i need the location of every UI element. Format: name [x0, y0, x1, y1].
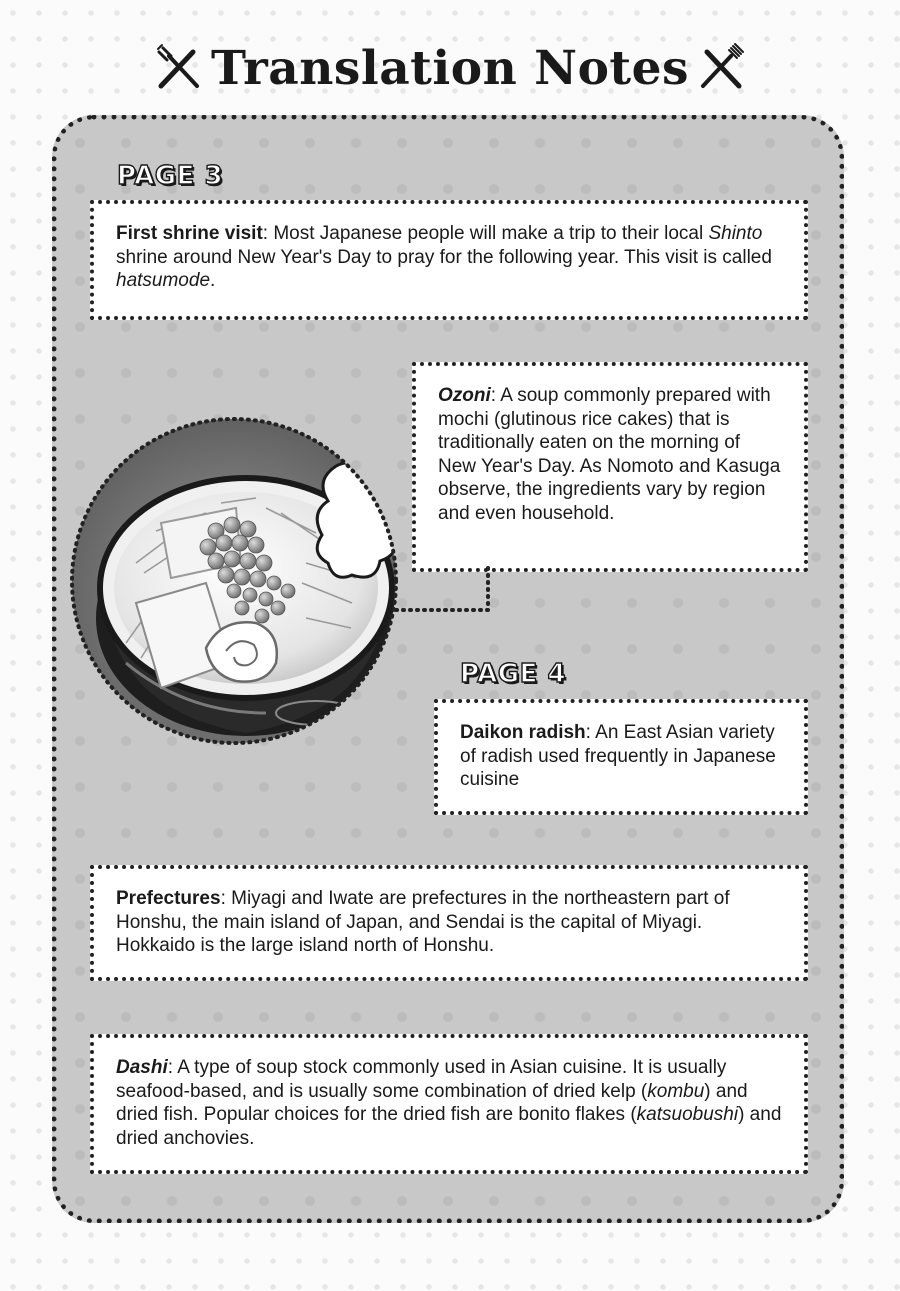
note-ozoni	[412, 362, 808, 572]
title-text: Translation Notes	[210, 40, 690, 96]
note-first-shrine-visit	[90, 200, 808, 320]
note-italic: hatsumode	[116, 270, 211, 291]
note-text: : A soup commonly prepared with mochi (glutinous rice cakes) that is traditionally eaten on the morning of New Year's Day. As Nomoto and Kasuga observe, the ingredients vary by region and even household.	[438, 385, 781, 524]
note-text: : Miyagi and Iwate are prefectures in the northeastern part of Honshu, the main island of Japan, and Sendai is the capital of Miyagi. Hokkaido is the large island north of Honshu.	[116, 888, 730, 956]
note-text: ) and dried anchovies.	[116, 1104, 782, 1149]
note-text: shrine around New Year's Day to pray for the following year. This visit is called	[116, 246, 772, 268]
page-4-heading: PAGE 4	[460, 659, 567, 689]
note-term: Daikon radish	[460, 722, 586, 743]
note-dashi	[90, 1034, 808, 1174]
note-text: : Most Japanese people will make a trip to their local	[262, 223, 709, 244]
ozoni-bowl-illustration	[66, 413, 402, 749]
crossed-fork-knife-icon	[695, 42, 747, 94]
note-text: ) and dried fish. Popular choices for the dried fish are bonito flakes (	[116, 1080, 748, 1125]
note-term: Ozoni	[438, 385, 491, 406]
note-term: First shrine visit	[116, 223, 263, 244]
page-title	[0, 30, 900, 106]
page-3-heading: PAGE 3	[117, 161, 224, 191]
note-italic: katsuobushi	[636, 1104, 739, 1125]
note-daikon-radish	[434, 699, 808, 815]
note-text: : An East Asian variety of radish used frequently in Japanese cuisine	[460, 722, 776, 790]
crossed-fork-knife-icon	[153, 42, 205, 94]
note-prefectures	[90, 865, 808, 981]
note-text: .	[210, 270, 216, 291]
note-italic: Shinto	[708, 223, 763, 244]
note-italic: kombu	[647, 1080, 705, 1102]
note-term: Dashi	[116, 1057, 168, 1078]
note-term: Prefectures	[116, 888, 221, 909]
note-text: : A type of soup stock commonly used in Asian cuisine. It is usually seafood-based, and is usually some combination of dried kelp (	[116, 1057, 727, 1102]
